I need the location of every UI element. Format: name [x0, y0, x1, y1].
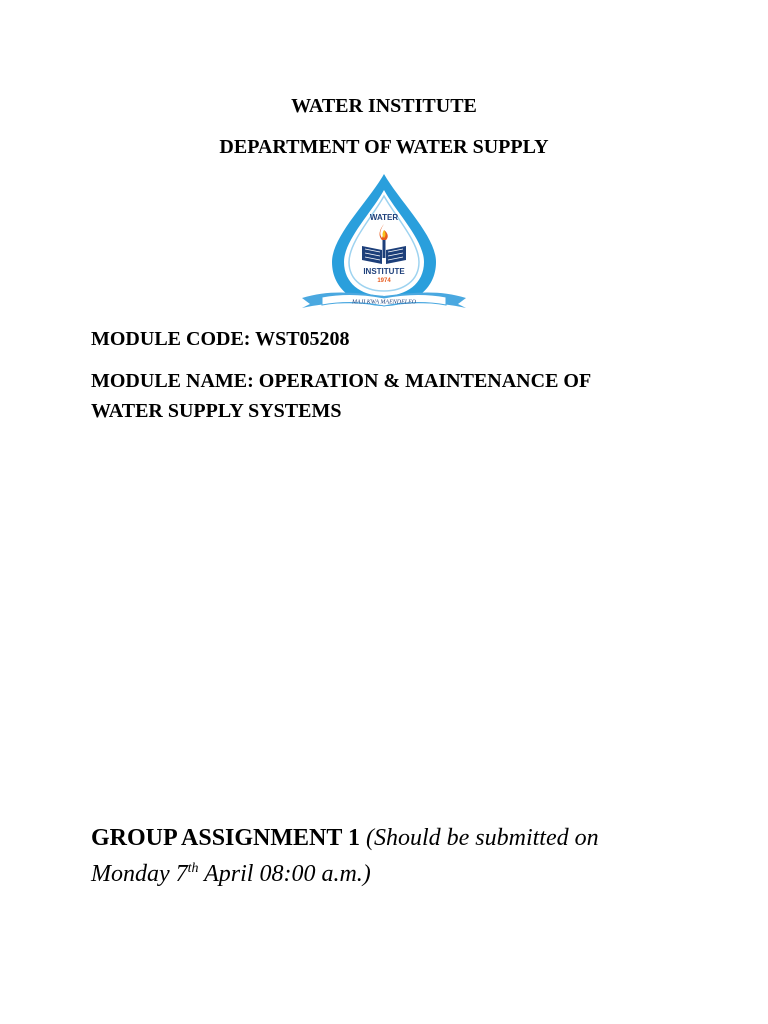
logo-top-text: WATER: [369, 213, 399, 222]
institute-title: WATER INSTITUTE: [291, 95, 477, 117]
logo-year: 1974: [377, 278, 391, 284]
module-code: MODULE CODE: WST05208: [91, 328, 350, 350]
module-name-line-1: MODULE NAME: OPERATION & MAINTENANCE OF: [91, 370, 592, 392]
assignment-note-sup: th: [187, 861, 199, 876]
water-drop-logo-icon: [298, 170, 470, 312]
assignment-note-start: (Should be submitted on: [359, 825, 599, 851]
assignment-title: GROUP ASSIGNMENT 1: [91, 825, 360, 851]
assignment-block: [91, 820, 731, 892]
logo-bottom-text: INSTITUTE: [363, 267, 405, 276]
logo-motto: MAJI KWA MAENDELEO: [351, 299, 417, 306]
assignment-note-end: April 08:00 a.m.): [198, 861, 371, 887]
assignment-note-day: Monday 7: [91, 861, 188, 887]
department-title: DEPARTMENT OF WATER SUPPLY: [219, 136, 549, 158]
logo-graphic: [298, 170, 470, 312]
module-name-line-2: WATER SUPPLY SYSTEMS: [91, 400, 342, 422]
